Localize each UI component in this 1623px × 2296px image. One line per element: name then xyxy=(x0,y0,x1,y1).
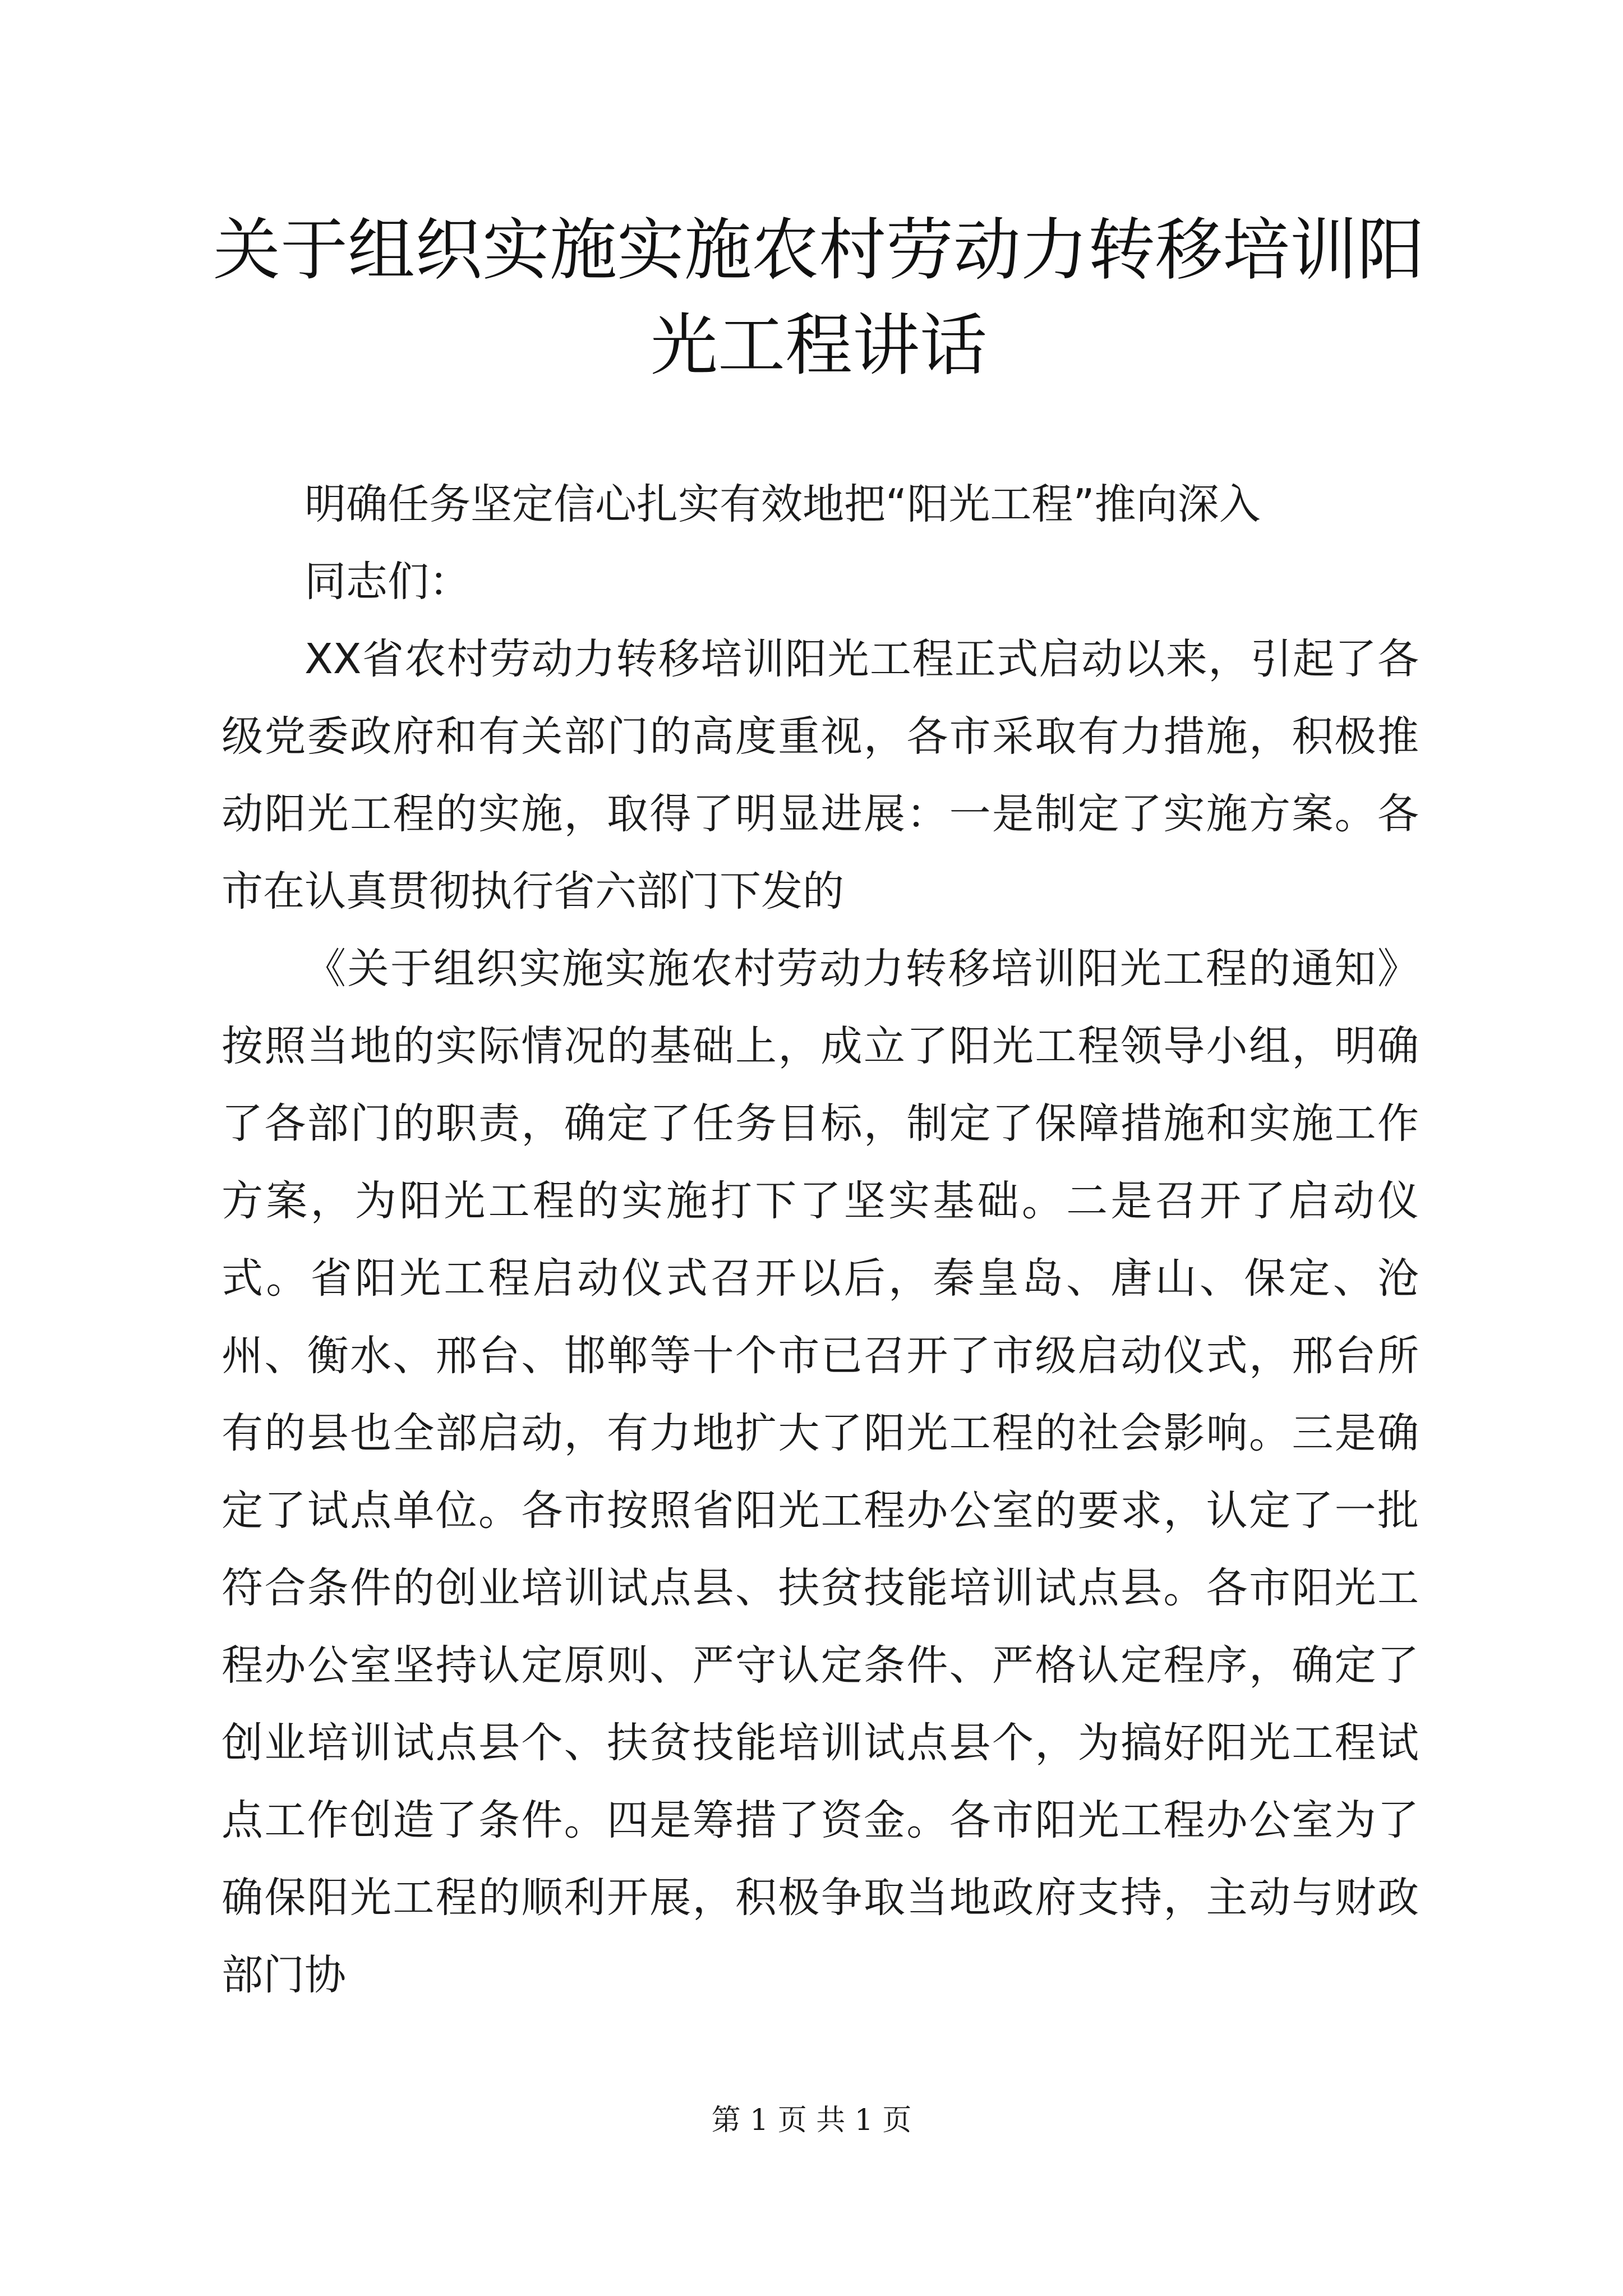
page-footer: 第 1 页 共 1 页 xyxy=(711,2104,912,2137)
document-body xyxy=(222,466,1419,2014)
body-paragraph: XX省农村劳动力转移培训阳光工程正式启动以来，引起了各级党委政府和有关部门的高度重视，各市采取有力措施，积极推动阳光工程的实施，取得了明显进展：一是制定了实施方案。各市在认真贯彻执行省六部门下发的 xyxy=(222,635,1419,915)
document-title: 关于组织实施实施农村劳动力转移培训阳光工程讲话 xyxy=(213,211,1424,385)
body-paragraph: 《关于组织实施实施农村劳动力转移培训阳光工程的通知》按照当地的实际情况的基础上，成立了阳光工程领导小组，明确了各部门的职责，确定了任务目标，制定了保障措施和实施工作方案，为阳光工程的实施打下了坚实基础。二是召开了启动仪式。省阳光工程启动仪式召开以后，秦皇岛、唐山、保定、沧州、衡水、邢台、邯郸等十个市已召开了市级启动仪式，邢台所有的县也全部启动，有力地扩大了阳光工程的社会影响。三是确定了试点单位。各市按照省阳光工程办公室的要求，认定了一批符合条件的创业培训试点县、扶贫技能培训试点县。各市阳光工程办公室坚持认定原则、严守认定条件、严格认定程序，确定了创业培训试点县个、扶贫技能培训试点县个，为搞好阳光工程试点工作创造了条件。四是筹措了资金。各市阳光工程办公室为了确保阳光工程的顺利开展，积极争取当地政府支持，主动与财政部门协 xyxy=(222,945,1419,1999)
salutation-paragraph: 同志们： xyxy=(305,558,471,606)
subtitle-paragraph: 明确任务坚定信心扎实有效地把“阳光工程”推向深入 xyxy=(305,480,1261,528)
